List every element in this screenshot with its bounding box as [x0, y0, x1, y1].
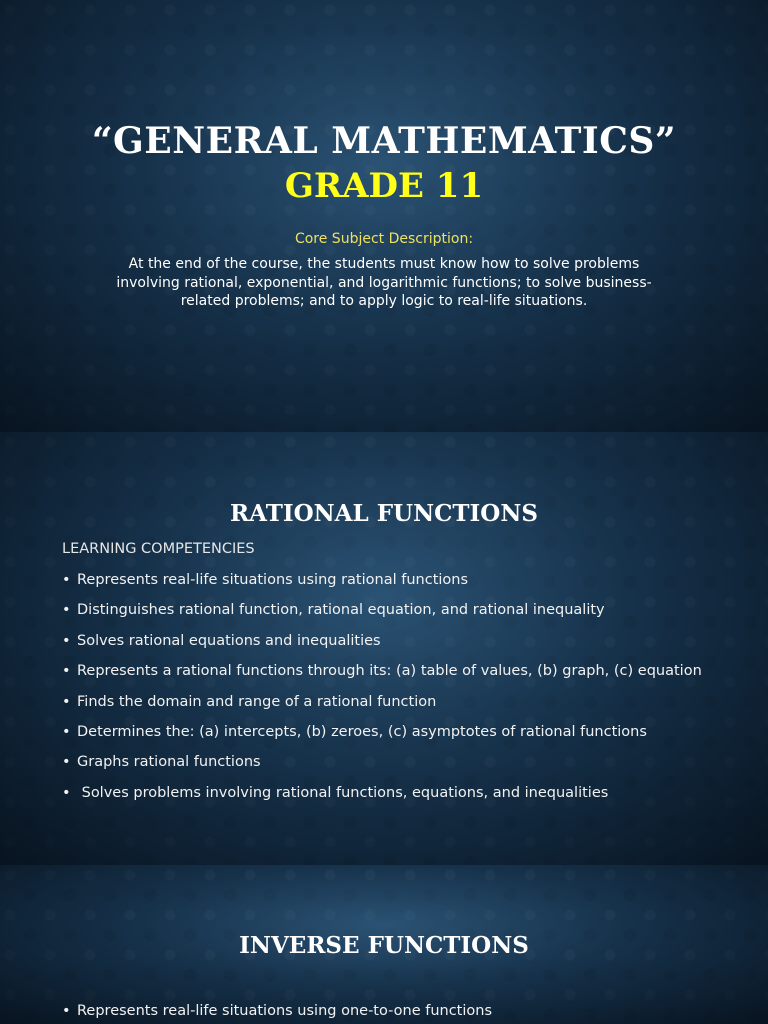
rational-functions-slide	[0, 432, 768, 865]
slide-title: “GENERAL MATHEMATICS”	[91, 120, 677, 162]
bullet-icon: •	[62, 602, 71, 619]
competency-list	[62, 1000, 712, 1024]
list-item-text: Graphs rational functions	[77, 754, 261, 771]
competency-list	[62, 569, 712, 812]
bullet-icon: •	[62, 572, 71, 588]
bullet-icon: •	[62, 784, 71, 801]
bullet-icon: •	[62, 1003, 71, 1019]
section-title: INVERSE FUNCTIONS	[239, 932, 529, 959]
learning-competencies-heading: LEARNING COMPETENCIES	[62, 541, 255, 557]
bullet-icon: •	[62, 693, 71, 710]
grade-heading: GRADE 11	[284, 166, 484, 206]
list-item	[62, 691, 712, 713]
list-item-text: Finds the domain and range of a rational function	[77, 693, 437, 710]
list-item-text: Distinguishes rational function, rational equation, and rational inequality	[77, 602, 605, 619]
description-text: At the end of the course, the students must know how to solve problems involving rational, exponential, and logarithmic functions; to solve business-related problems; and to apply logic to real-life situations.	[116, 256, 652, 309]
list-item-text: Solves problems involving rational functions, equations, and inequalities	[77, 784, 609, 801]
list-item-text: Determines the: (a) intercepts, (b) zeroes, (c) asymptotes of rational functions	[77, 723, 647, 740]
list-item	[62, 721, 712, 743]
section-title: RATIONAL FUNCTIONS	[230, 500, 538, 527]
list-item-text: Represents real-life situations using rational functions	[77, 572, 469, 588]
list-item	[62, 751, 712, 773]
title-slide	[0, 0, 768, 432]
list-item	[62, 660, 712, 682]
description-label: Core Subject Description:	[294, 231, 474, 247]
list-item-text: Solves rational equations and inequalities	[77, 632, 381, 649]
bullet-icon: •	[62, 723, 71, 740]
bullet-icon: •	[62, 754, 71, 771]
list-item-text: Represents real-life situations using one-to-one functions	[77, 1003, 493, 1019]
list-item	[62, 630, 712, 652]
bullet-icon: •	[62, 663, 71, 680]
list-item	[62, 569, 712, 591]
list-item-text: Represents a rational functions through its: (a) table of values, (b) graph, (c) equation	[77, 663, 702, 680]
bullet-icon: •	[62, 632, 71, 649]
list-item	[62, 599, 712, 621]
inverse-functions-slide	[0, 865, 768, 1024]
list-item	[62, 782, 712, 804]
list-item	[62, 1000, 712, 1022]
